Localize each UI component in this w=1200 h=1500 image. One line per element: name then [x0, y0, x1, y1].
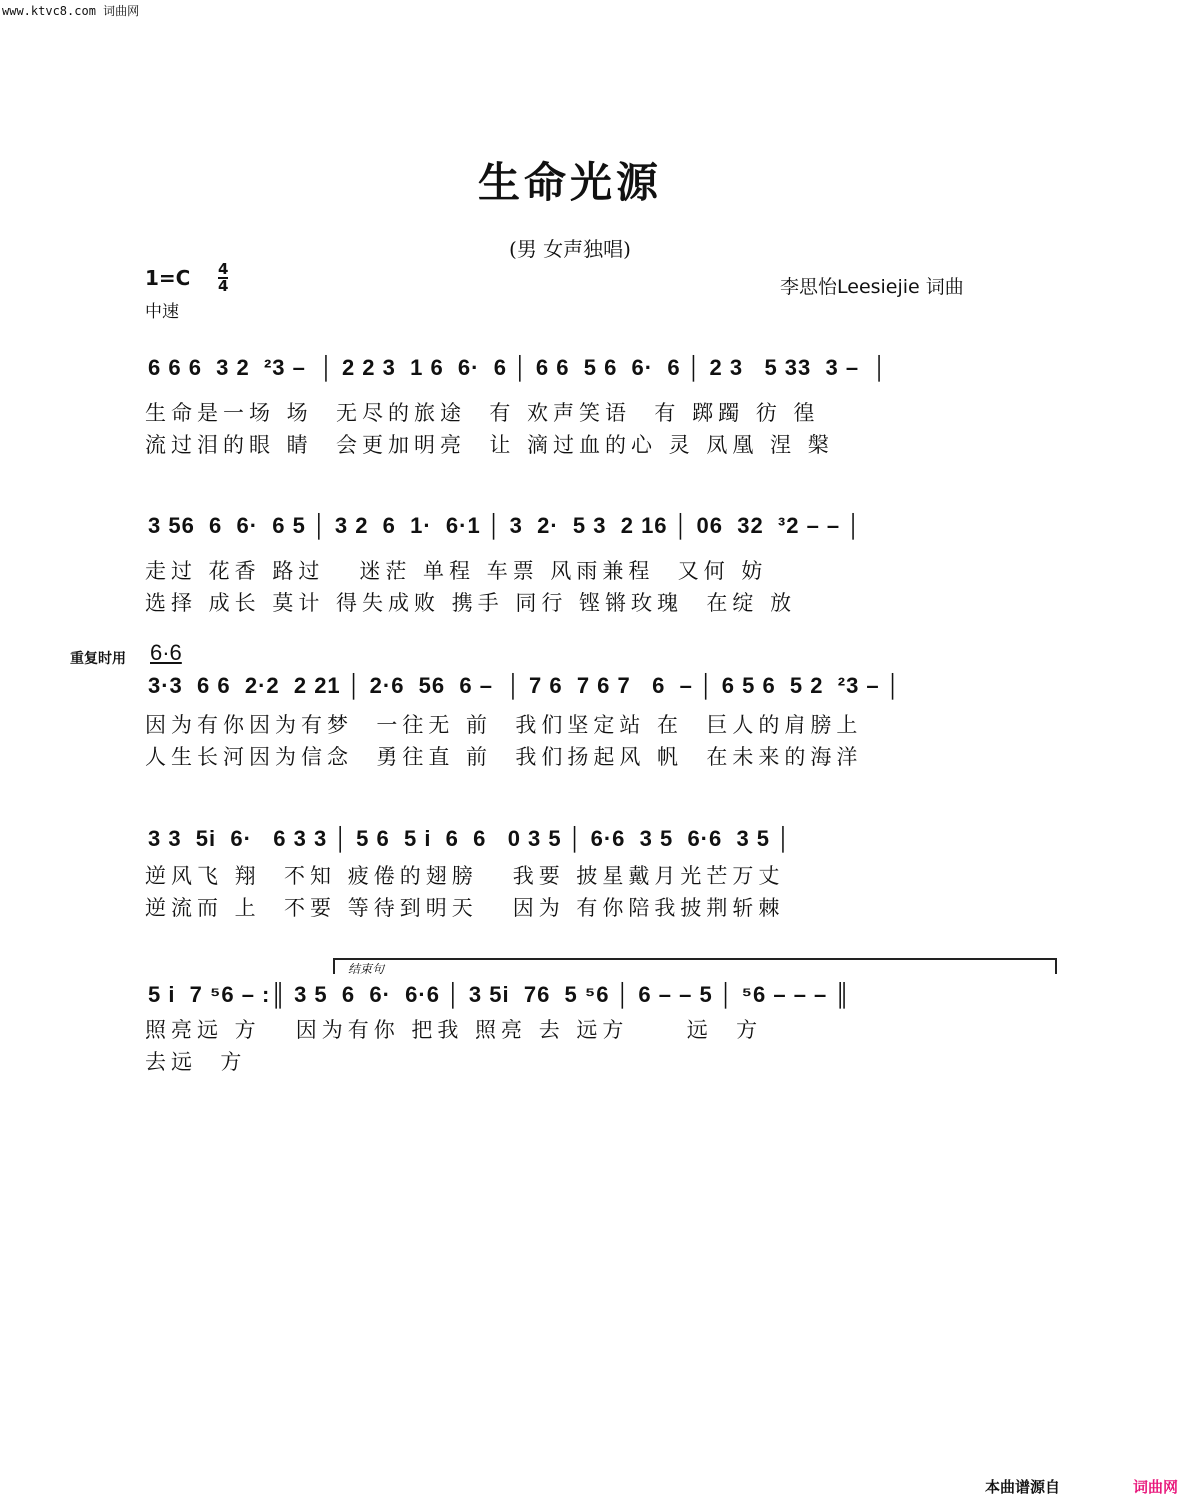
footer-brand-link[interactable]: 词曲网 — [1133, 1478, 1179, 1496]
lyrics-verse-2: 去远 方 — [145, 1050, 247, 1074]
lyrics-verse-2: 选择 成长 莫计 得失成败 携手 同行 铿锵玫瑰 在绽 放 — [145, 591, 797, 615]
lyrics-verse-2: 逆流而 上 不要 等待到明天 因为 有你陪我披荆斩棘 — [145, 896, 785, 920]
lyrics-verse-1: 逆风飞 翔 不知 疲倦的翅膀 我要 披星戴月光芒万丈 — [145, 864, 785, 888]
lyrics-verse-2: 流过泪的眼 睛 会更加明亮 让 滴过血的心 灵 凤凰 涅 槃 — [145, 433, 834, 457]
notation-line: 6 6 6 3 2 ²3 – │ 2 2 3 1 6 6· 6 │ 6 6 5 6 6· 6 │ 2 3 5 33 3 – │ — [148, 355, 889, 380]
repeat-label: 重复时用 — [70, 651, 126, 667]
notation-line: 3 56 6 6· 6 5 │ 3 2 6 1· 6·1 │ 3 2· 5 3 2 16 │ 06 32 ³2 – – │ — [148, 513, 863, 538]
lyrics-verse-1: 走过 花香 路过 迷茫 单程 车票 风雨兼程 又何 妨 — [145, 559, 768, 583]
repeat-alternate-notes: 6·6 — [150, 640, 182, 665]
footer-source-label: 本曲谱源自 — [985, 1478, 1061, 1496]
time-signature-bottom: 4 — [218, 277, 229, 295]
site-watermark: www.ktvc8.com 词曲网 — [2, 4, 140, 18]
tempo-marking: 中速 — [145, 302, 179, 322]
key-signature: 1=C — [145, 266, 191, 290]
song-subtitle: (男 女声独唱) — [509, 237, 631, 261]
time-signature — [218, 262, 228, 294]
lyrics-verse-2: 人生长河因为信念 勇往直 前 我们扬起风 帆 在未来的海洋 — [145, 745, 863, 769]
notation-line: 3·3 6 6 2·2 2 21 │ 2·6 56 6 – │ 7 6 7 6 7 6 – │ 6 5 6 5 2 ²3 – │ — [148, 673, 902, 698]
lyrics-verse-1: 因为有你因为有梦 一往无 前 我们坚定站 在 巨人的肩膀上 — [145, 713, 863, 737]
time-signature-top: 4 — [218, 260, 229, 278]
ending-bracket — [333, 958, 1057, 974]
song-title: 生命光源 — [477, 158, 662, 207]
ending-label: 结束句 — [348, 962, 385, 976]
lyrics-verse-1: 照亮远 方 因为有你 把我 照亮 去 远方 远 方 — [145, 1018, 763, 1042]
notation-line: 3 3 5i 6· 6 3 3 │ 5 6 5 i 6 6 0 3 5 │ 6·6 3 5 6·6 3 5 │ — [148, 826, 792, 851]
notation-line: 5 i 7 ⁵6 – :║ 3 5 6 6· 6·6 │ 3 5i 76 5 ⁵6 │ 6 – – 5 │ ⁵6 – – – ║ — [148, 982, 851, 1007]
credits: 李思怡Leesiejie 词曲 — [780, 276, 964, 298]
lyrics-verse-1: 生命是一场 场 无尽的旅途 有 欢声笑语 有 踯躅 彷 徨 — [145, 401, 820, 425]
